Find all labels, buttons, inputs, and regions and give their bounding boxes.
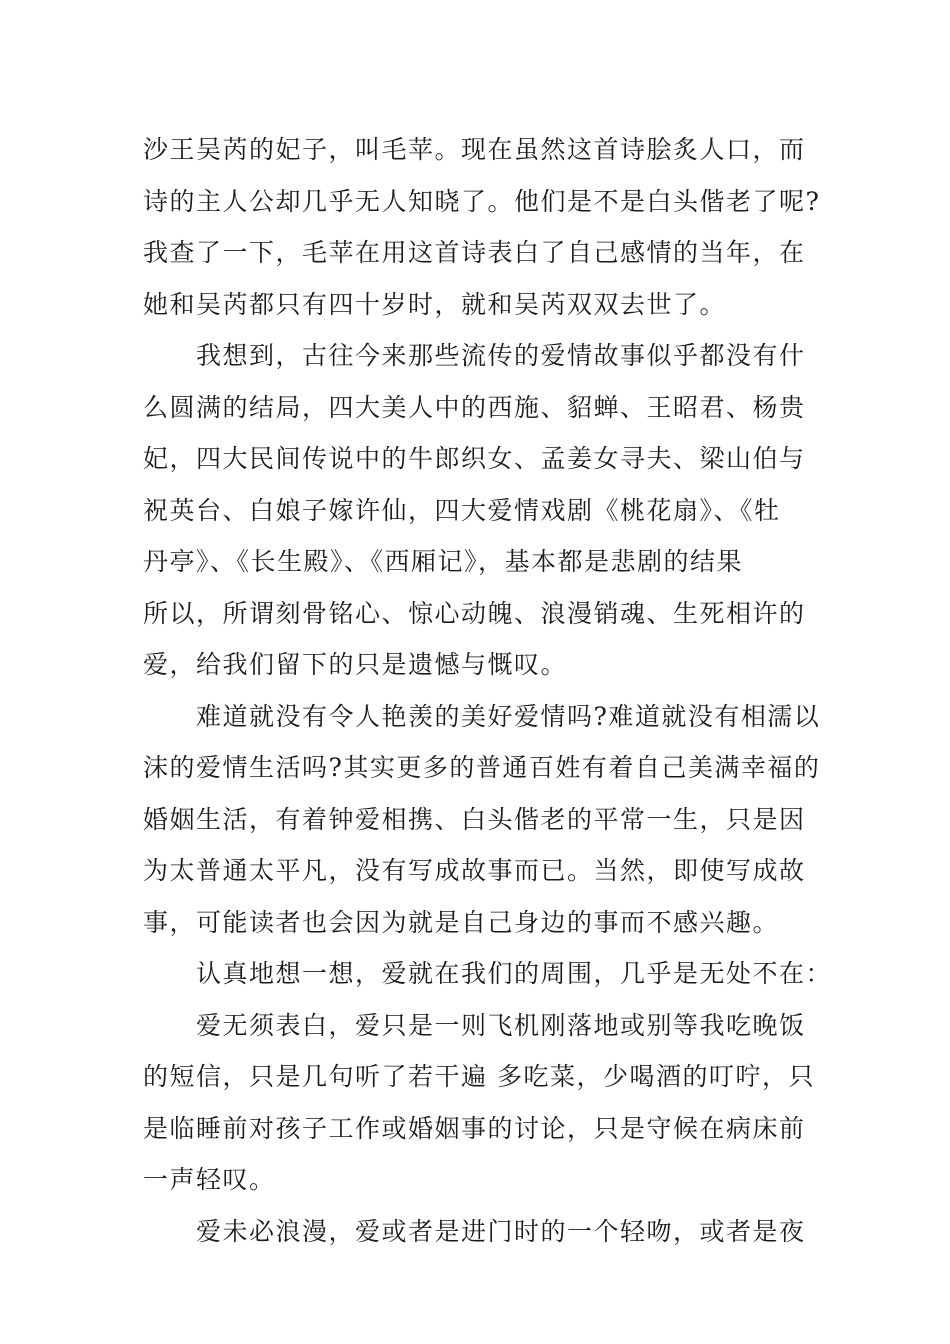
text-line: 事，可能读者也会因为就是自己身边的事而不感兴趣。 [143,907,780,937]
text-line: 丹亭》、《长生殿》、《西厢记》，基本都是悲剧的结果 [143,547,744,576]
text-line: 沫的爱情生活吗?其实更多的普通百姓有着自己美满幸福的 [143,753,821,782]
text-line: 是临睡前对孩子工作或婚姻事的讨论，只是守候在病床前 [143,1113,806,1143]
paragraph [143,948,833,1000]
text-line: 我查了一下，毛苹在用这首诗表白了自己感情的当年，在 [143,238,806,267]
text-line: 认真地想一想，爱就在我们的周围，几乎是无处不在： [196,959,833,988]
text-line: 爱未必浪漫，爱或者是进门时的一个轻吻，或者是夜 [196,1216,806,1246]
text-line: 祝英台、白娘子嫁许仙，四大爱情戏剧《桃花扇》、《牡 [143,495,781,525]
text-line: 沙王吴芮的妃子，叫毛苹。现在虽然这首诗脍炙人口，而 [143,135,806,164]
paragraph [143,124,821,330]
paragraph [143,330,807,691]
text-line: 么圆满的结局，四大美人中的西施、貂蝉、王昭君、杨贵 [143,392,806,422]
text-line: 的短信，只是几句听了若干遍 多吃菜，少喝酒的叮咛，只 [143,1062,815,1091]
text-line: 爱，给我们留下的只是遗憾与慨叹。 [143,650,568,679]
text-line: 妃，四大民间传说中的牛郎织女、孟姜女寻夫、梁山伯与 [143,444,806,473]
paragraph [143,691,821,949]
paragraph [143,1206,807,1258]
text-line: 爱无须表白，爱只是一则飞机刚落地或别等我吃晚饭 [196,1010,806,1040]
text-line: 婚姻生活，有着钟爱相携、白头偕老的平常一生，只是因 [143,804,806,834]
paragraph [143,1000,815,1206]
text-line: 她和吴芮都只有四十岁时，就和吴芮双双去世了。 [143,289,727,319]
text-line: 为太普通太平凡，没有写成故事而已。当然，即使写成故 [143,856,806,885]
document-body [143,124,833,1257]
text-line: 诗的主人公却几乎无人知晓了。他们是不是白头偕老了呢? [143,186,821,216]
text-line: 难道就没有令人艳羡的美好爱情吗?难道就没有相濡以 [196,701,821,731]
text-line: 所以，所谓刻骨铭心、惊心动魄、浪漫销魂、生死相许的 [143,598,806,628]
text-line: 一声轻叹。 [143,1165,276,1194]
text-line: 我想到，古往今来那些流传的爱情故事似乎都没有什 [196,341,806,370]
